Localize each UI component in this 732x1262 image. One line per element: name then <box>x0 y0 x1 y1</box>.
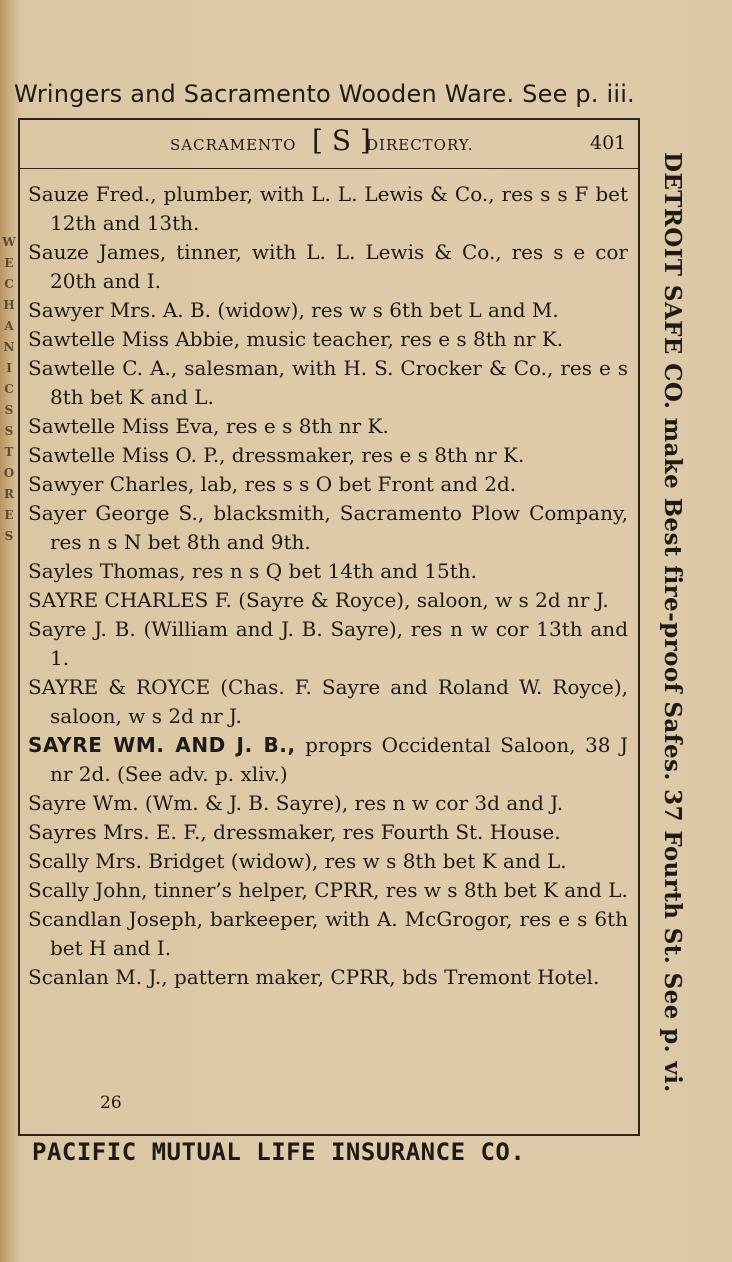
header-section-letter: [ S ] <box>312 124 371 157</box>
running-header <box>20 124 638 166</box>
directory-entry <box>28 412 628 441</box>
directory-entry <box>28 818 628 847</box>
left-edge-bleed: W E C H A N I C S S T O R E S <box>2 235 16 543</box>
entry-text: Sawyer Charles, lab, res s s O bet Front and 2d. <box>28 472 517 496</box>
directory-entry <box>28 586 628 615</box>
directory-entry <box>28 499 628 557</box>
right-margin-advertisement: DETROIT SAFE CO. make Best fire-proof Safes. 37 Fourth St. See p. vi. <box>659 152 686 1093</box>
bottom-advertisement: PACIFIC MUTUAL LIFE INSURANCE CO. <box>32 1138 526 1166</box>
entry-text: Sauze Fred., plumber, with L. L. Lewis & Co., res s s F bet 12th and 13th. <box>28 182 628 235</box>
entry-text: Sayles Thomas, res n s Q bet 14th and 15th. <box>28 559 477 583</box>
directory-entry <box>28 847 628 876</box>
top-advertisement: Wringers and Sacramento Wooden Ware. See p. iii. <box>14 80 635 108</box>
entry-text: Sawtelle Miss Abbie, music teacher, res e s 8th nr K. <box>28 327 564 351</box>
directory-entry <box>28 441 628 470</box>
entry-text: Sayres Mrs. E. F., dressmaker, res Fourth St. House. <box>28 820 561 844</box>
entry-text: Sayre J. B. (William and J. B. Sayre), res n w cor 13th and 1. <box>28 617 628 670</box>
frame-top-rule <box>18 118 640 120</box>
directory-entry <box>28 615 628 673</box>
page-number: 401 <box>590 132 627 154</box>
directory-entry <box>28 905 628 963</box>
entry-text: Scanlan M. J., pattern maker, CPRR, bds Tremont Hotel. <box>28 965 600 989</box>
entry-text: Sawtelle Miss O. P., dressmaker, res e s 8th nr K. <box>28 443 525 467</box>
directory-entry <box>28 470 628 499</box>
directory-entry <box>28 963 628 992</box>
entry-text: Scally Mrs. Bridget (widow), res w s 8th bet K and L. <box>28 849 567 873</box>
entry-text: Sauze James, tinner, with L. L. Lewis & Co., res s e cor 20th and I. <box>28 240 628 293</box>
directory-entry <box>28 296 628 325</box>
directory-entry <box>28 354 628 412</box>
frame-left-rule <box>18 118 20 1136</box>
frame-right-rule <box>638 118 640 1136</box>
directory-entry <box>28 557 628 586</box>
entry-text: proprs Occidental Saloon, 38 J nr 2d. (See adv. p. xliv.) <box>50 733 628 786</box>
directory-entry <box>28 238 628 296</box>
directory-entry <box>28 789 628 818</box>
entry-text: Sawtelle Miss Eva, res e s 8th nr K. <box>28 414 389 438</box>
header-rule <box>20 168 638 169</box>
header-city: SACRAMENTO <box>170 136 297 154</box>
directory-entries <box>28 180 628 992</box>
entry-text: Scandlan Joseph, barkeeper, with A. McGrogor, res e s 6th bet H and I. <box>28 907 628 960</box>
directory-entry <box>28 876 628 905</box>
entry-text: Sayre Wm. (Wm. & J. B. Sayre), res n w cor 3d and J. <box>28 791 564 815</box>
directory-entry <box>28 325 628 354</box>
entry-lead: SAYRE WM. AND J. B., <box>28 733 296 757</box>
header-directory: DIRECTORY. <box>366 136 474 154</box>
directory-entry <box>28 180 628 238</box>
entry-text: SAYRE CHARLES F. (Sayre & Royce), saloon, w s 2d nr J. <box>28 588 609 612</box>
entry-text: Sawtelle C. A., salesman, with H. S. Crocker & Co., res e s 8th bet K and L. <box>28 356 628 409</box>
frame-bottom-rule <box>18 1134 640 1136</box>
entry-text: Sawyer Mrs. A. B. (widow), res w s 6th bet L and M. <box>28 298 559 322</box>
signature-mark: 26 <box>100 1093 122 1113</box>
directory-entry <box>28 673 628 731</box>
entry-text: Sayer George S., blacksmith, Sacramento Plow Company, res n s N bet 8th and 9th. <box>28 501 628 554</box>
entry-text: SAYRE & ROYCE (Chas. F. Sayre and Roland W. Royce), saloon, w s 2d nr J. <box>28 675 628 728</box>
entry-text: Scally John, tinner’s helper, CPRR, res w s 8th bet K and L. <box>28 878 628 902</box>
directory-entry <box>28 731 628 789</box>
